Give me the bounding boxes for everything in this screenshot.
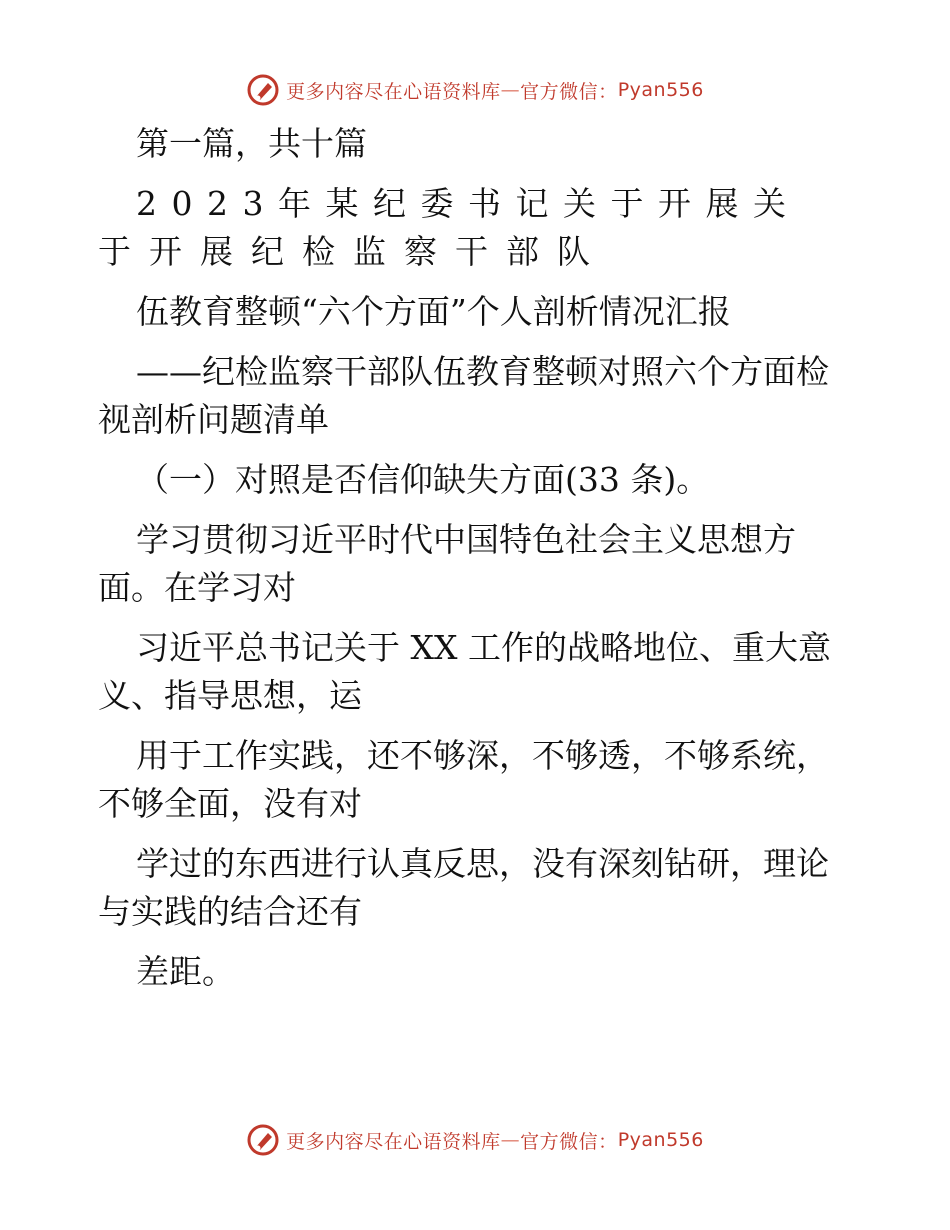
watermark-banner-top [0, 68, 950, 112]
banner-text-official: 官方微信： [520, 80, 618, 103]
paragraph-5: （一）对照是否信仰缺失方面(33 条)。 [136, 460, 710, 499]
pen-nib-logo-icon [246, 1123, 280, 1157]
paragraph-6: 学习贯彻习近平时代中国特色社会主义思想方面。在学习对 [98, 520, 796, 607]
paragraph-4: ——纪检监察干部队伍教育整顿对照六个方面检视剖析问题清单 [98, 352, 829, 439]
paragraph-2b: 于开展纪检监察干部队 [98, 232, 608, 271]
paragraph-8: 用于工作实践，还不够深，不够透，不够系统，不够全面，没有对 [98, 736, 829, 823]
banner-text-official: 官方微信： [520, 1130, 618, 1153]
paragraph-10: 差距。 [136, 952, 235, 991]
banner-text-id: Pyan556 [617, 79, 704, 101]
banner-text-sep: — [500, 1129, 521, 1151]
paragraph-2a: 2023年某纪委书记关于开展关 [136, 184, 801, 223]
banner-text-id: Pyan556 [617, 1129, 704, 1151]
pen-nib-logo-icon [246, 73, 280, 107]
banner-text-sep: — [500, 79, 521, 101]
banner-text-main: 更多内容尽在心语资料库 [286, 1130, 501, 1153]
paragraph-9: 学过的东西进行认真反思，没有深刻钻研，理论与实践的结合还有 [98, 844, 829, 931]
paragraph-7: 习近平总书记关于 XX 工作的战略地位、重大意义、指导思想，运 [98, 628, 831, 715]
banner-text-main: 更多内容尽在心语资料库 [286, 80, 501, 103]
paragraph-1: 第一篇，共十篇 [136, 124, 367, 163]
watermark-banner-bottom [0, 1118, 950, 1162]
document-body [98, 120, 858, 1008]
paragraph-3: 伍教育整顿“六个方面”个人剖析情况汇报 [136, 292, 731, 331]
